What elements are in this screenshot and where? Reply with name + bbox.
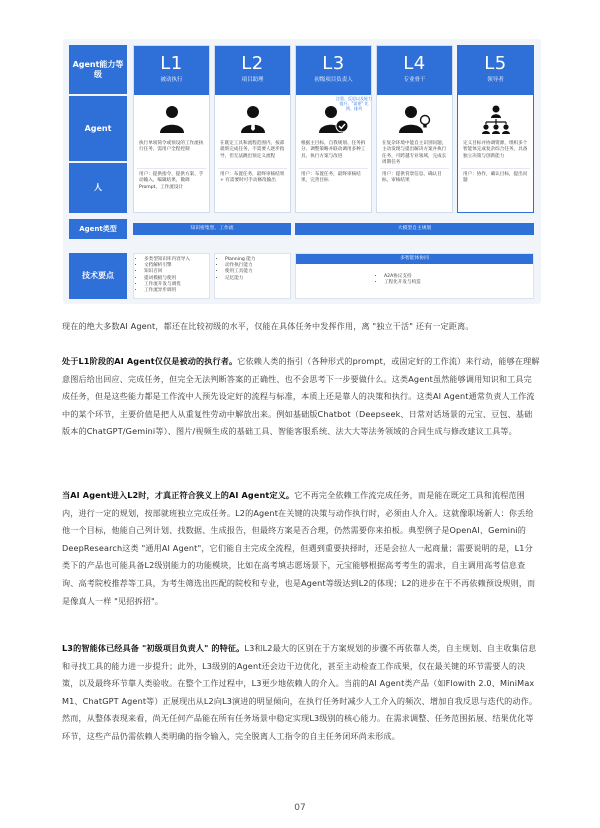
level-column-l3	[295, 45, 372, 213]
level-title: L2	[241, 53, 264, 74]
list-item: • 使用工具能力	[225, 269, 286, 275]
level-header	[134, 46, 209, 95]
paragraph-text: 现在的绝大多数AI Agent，都还在比较初级的水平，仅能在具体任务中发挥作用，离 "独立干活" 还有一定距离。	[62, 321, 474, 331]
tech-points-l2	[214, 253, 291, 299]
paragraph-lead: L3的智能体已经具备 "初级项目负责人" 的特征。	[62, 643, 245, 653]
level-title: L4	[403, 53, 426, 74]
level-subtitle: 项目助理	[241, 77, 264, 83]
row-label-agent: Agent	[69, 96, 127, 161]
row-label-human: 人	[69, 163, 127, 213]
l2-paragraph	[62, 487, 540, 610]
paragraph-lead: 处于L1阶段的AI Agent仅仅是被动的执行者。	[62, 356, 238, 366]
intro-paragraph	[62, 318, 540, 336]
human-role: 用户：提供背景信息，确认目标，审核结果	[382, 172, 442, 184]
level-description: 执行单项简令或预设的工作流执行任务，需用户全程控制	[139, 141, 204, 153]
divider	[380, 168, 449, 169]
level-column-l1	[133, 45, 210, 213]
level-note: 注重、反思以及能力提升，"需要" 比例、排列	[336, 96, 372, 111]
agent-type-l1-l2: 知识密集型、工作流	[133, 223, 291, 235]
divider	[299, 168, 368, 169]
level-subtitle: 初级项目负责人	[314, 77, 353, 83]
list-item: • 动作执行能力	[225, 263, 286, 269]
level-description: 在复杂环境中能自主识别问题，主动发现与提出解决方案并执行任务，可跨越专业领域，完成长周期任务	[382, 141, 447, 166]
divider	[461, 168, 530, 169]
divider	[137, 168, 206, 169]
tech-list-l1	[134, 254, 209, 294]
l3-paragraph	[62, 640, 540, 746]
list-item: • 知识召回	[144, 269, 205, 275]
paragraph-text: 它依赖人类的指引（各种形式的prompt，或固定好的工作流）来行动，能够在理解意图后给出回应、完成任务，但完全无法判断答案的正确性、也不会思考下一步要做什么。这类Agent虽然能够调用知识和工具完成任务，但是这些能力都是工作流中人预先设定好的流程与标准，本质上还是靠人的决策和执行。这类AI Agent通常负责人工作流中的某个环节，主要价值是把人从重复性劳动中解放出来。例如基础版Chatbot（Deepseek、日常对话场景的元宝、豆包、基础版本的ChatGPT/Gemini等）、图片/视频生成的基础工具、智能客服系统、法大大等法务领域的合同生成与修改建议工具等。	[62, 356, 540, 437]
list-item: • 提词模板与使用	[144, 276, 205, 282]
hierarchy-icon	[480, 104, 512, 134]
paragraph-text: 它不再完全依赖工作流完成任务，而是能在既定工具和流程范围内，进行一定的规划，按部就班独立完成任务。L2的Agent在关键的决策与动作执行时，必须由人介入。这就像职场新人：你丢给他一个目标，他能自己列计划、找数据、生成报告，但最终方案是否合理，仍然需要你来拍板。典型例子是OpenAI、Gemini的DeepResearch这类 "通用AI Agent"，它们能自主完成全流程，但遇到重要抉择时，还是会拉人一起商量；需要说明的是，L1分类下的产品也可能具备L2级别能力的功能模块，比如在高考填志愿场景下，元宝能够根据高考考生的需求，自主调用高考信息查询、高考院校推荐等工具，为考生筛选出匹配的院校和专业，也是Agent等级达到L2的体现；L2的进步在于不再依赖预设规则，而是像真人一样 "见招拆招"。	[62, 490, 536, 606]
level-column-l5	[457, 45, 534, 213]
level-column-l4	[376, 45, 453, 213]
tech-points-l3-l5	[295, 253, 534, 299]
list-item: • 记忆能力	[225, 276, 286, 282]
list-item: • 工作流异步调用	[144, 288, 205, 294]
list-item: • A2A协议支持	[384, 274, 529, 280]
human-role: 用户：布置任务，最终审核结果，完善目标	[301, 172, 361, 184]
divider	[218, 168, 287, 169]
level-description: 定义目标并协调资源，组织多个智能体完成复杂综合任务，具备独立决策与创新能力	[463, 141, 528, 159]
list-item: • 工程化开发与构造	[384, 280, 529, 286]
list-item: • 工作流开发与调优	[144, 282, 205, 288]
agent-levels-figure	[63, 39, 541, 304]
level-title: L3	[322, 53, 345, 74]
level-column-l2	[214, 45, 291, 213]
tech-list-l2	[215, 254, 290, 282]
multi-agent-bar: 多智能体协同	[296, 254, 533, 264]
level-subtitle: 被动执行	[160, 77, 183, 83]
list-item: • Planning 能力	[225, 257, 286, 263]
agent-type-l3-l5: 大模型自主规划	[295, 223, 534, 235]
level-description: 根据主目标，自我规划、任务拆分、调整策略并联动调用多种工具，执行方案与改进	[301, 141, 366, 159]
person-lightbulb-icon	[398, 104, 432, 134]
row-label-tech: 技术要点	[69, 253, 127, 299]
row-label-agent-type: Agent类型	[69, 219, 127, 239]
person-tie-icon	[238, 104, 268, 134]
level-header	[377, 46, 452, 95]
level-title: L1	[160, 53, 183, 74]
level-header	[215, 46, 290, 95]
paragraph-text: L3和L2最大的区别在于方案规划的步骤不再依靠人类，自主规划、自主收集信息和寻找工具的能力进一步提升；此外，L3级别的Agent还会边干边优化，甚至主动检查工作成果，仅在最关键的环节需要人的决策，以及最终环节靠人类验收。在整个工作过程中，L3更少地依赖人的介入。当前的AI Agent类产品（如Flowith 2.0、MiniMax M1、ChatGPT Agent等）正展现出从L2向L3演进的明显倾向，在执行任务时减少人工介入的频次、增加自我反思与迭代的动作。然而，从整体表现来看，尚无任何产品能在所有任务场景中稳定实现L3级别的核心能力。在需求调整、任务范围拓展、结果优化等环节，这些产品仍需依赖人类明确的指令输入，完全脱离人工指令的自主任务闭环尚未形成。	[62, 643, 538, 741]
level-header	[296, 46, 371, 95]
list-item: • 文档解析引擎	[144, 263, 205, 269]
level-subtitle: 专业骨干	[403, 77, 426, 83]
person-check-icon	[318, 104, 350, 134]
l1-paragraph	[62, 353, 540, 441]
level-header	[458, 46, 533, 95]
tech-points-l1	[133, 253, 210, 299]
level-subtitle: 领导者	[487, 77, 504, 83]
list-item: • 多类型知识库内容导入	[144, 257, 205, 263]
level-title: L5	[484, 53, 507, 74]
human-role: 用户：提供指令、提供方案、手动输入、编辑结果，微调Prompt、工作流设计	[139, 172, 204, 190]
human-role: 用户：协作，确认目标，提出问题	[463, 172, 528, 184]
page-number: 07	[294, 803, 306, 813]
person-icon	[157, 104, 187, 134]
paragraph-lead: 当AI Agent进入L2时，才真正符合狭义上的AI Agent定义。	[62, 490, 295, 500]
row-label-level: Agent能力等级	[69, 45, 127, 94]
human-role: 用户：布置任务，最终审核结果 + 有需要时可手动修改输出	[220, 172, 285, 184]
level-description: 在既定工具和流程范围内，按部就班完成任务，不需要人逐步指导，但无法跳出预定义流程	[220, 141, 285, 159]
